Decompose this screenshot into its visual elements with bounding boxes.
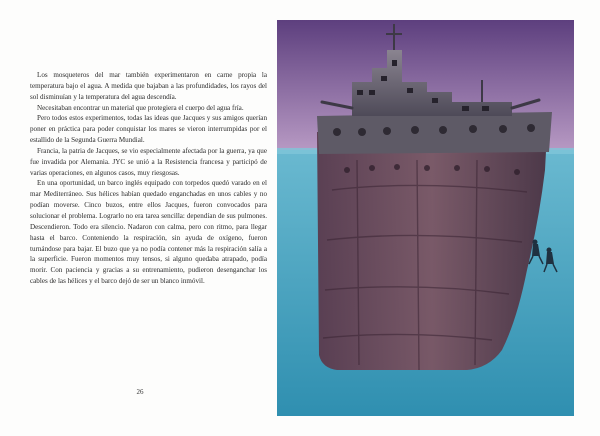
page-number: 26 <box>136 388 144 396</box>
body-text <box>30 70 267 287</box>
paragraph-2: Necesitaban encontrar un material que protegiera el cuerpo del agua fría. <box>37 103 244 112</box>
paragraph-4: Francia, la patria de Jacques, se vio especialmente afectada por la guerra, ya que fue invadida por Alemania. JYC se unió a la Resistencia francesa y participó de varias operaciones, en algunos casos, muy riesgosas. <box>30 146 267 177</box>
ship-illustration-svg <box>277 20 574 416</box>
left-page <box>0 0 280 436</box>
paragraph-3: Pero todos estos experimentos, todas las ideas que Jacques y sus amigos querían poner en práctica para poder conquistar los mares se vieron interrumpidas por el estallido de la Segunda Guerra Mundial. <box>30 114 267 145</box>
paragraph-1: Los mosqueteros del mar también experimentaron en carne propia la temperatura bajo el agua. A medida que bajaban a las profundidades, los rayos del sol disminuían y la temperatura del agua descendía. <box>30 71 267 101</box>
ship-illustration <box>277 20 574 416</box>
paragraph-5: En una oportunidad, un barco inglés equipado con torpedos quedó varado en el mar Mediterráneo. Sus hélices habían quedado enganchadas en unos cables y no podían moverse. Cinco buzos, entre ellos Jacques, fueron convocados para solucionar el problema. Lograrlo no era tarea sencilla: dependían de sus pulmones. Descendieron. Todo era silencio. Nadaron con calma, pero con ritmo, para llegar hasta el barco. Conteniendo la respiración, sin ayuda de oxígeno, fueron turnándose para bajar. El buzo que ya no podía contener más la respiración salía a la superficie. Fueron momentos muy tensos, si alguno quedaba atrapado, podía morir. Con paciencia y gracias a su entrenamiento, pudieron desenganchar los cables de las hélices y el barco dejó de ser un blanco inmóvil. <box>30 179 267 286</box>
ship-deck <box>317 112 552 154</box>
